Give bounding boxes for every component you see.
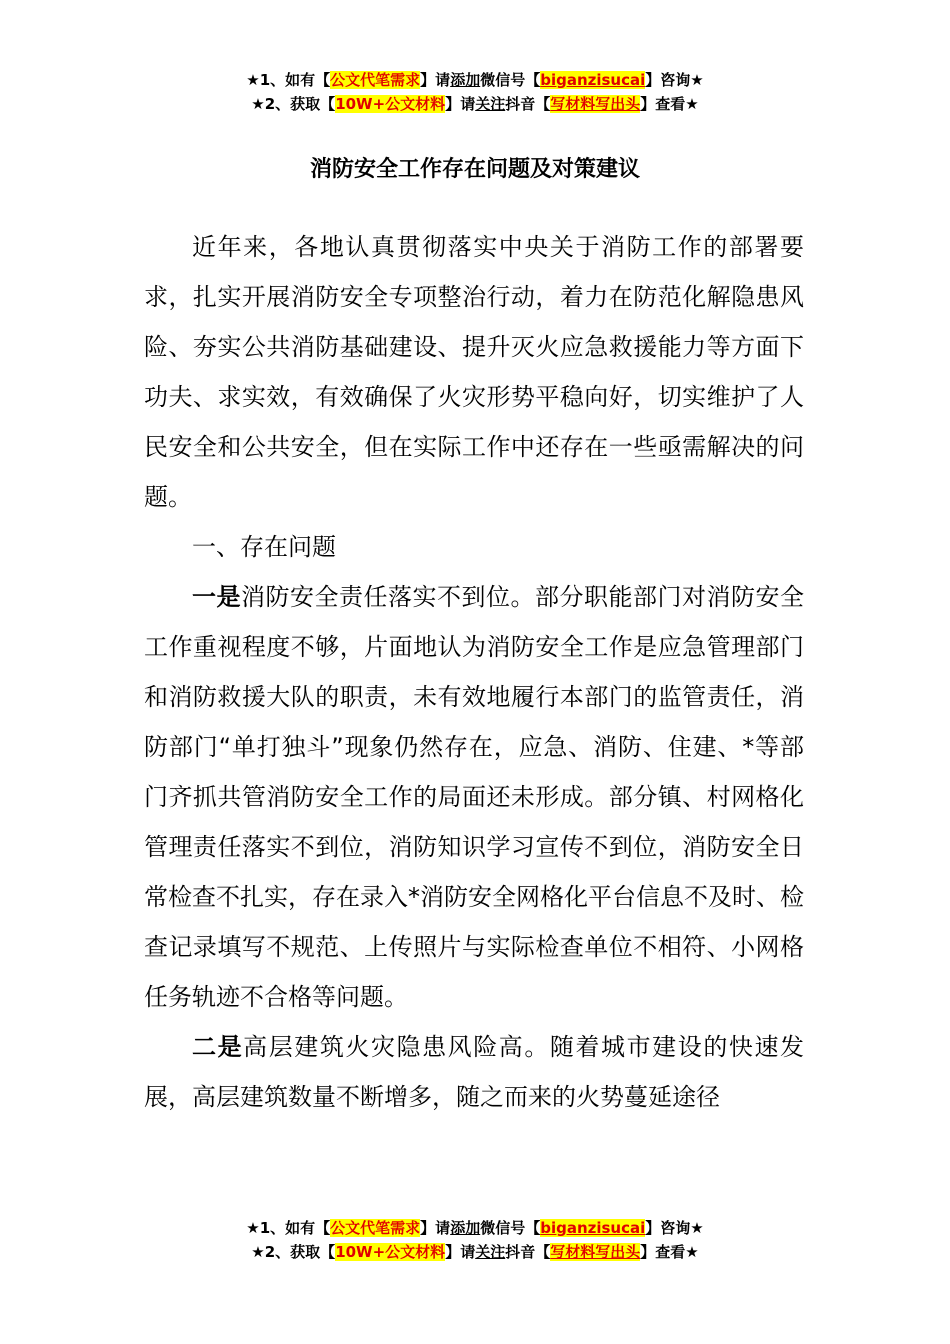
banner-line-2 — [0, 1240, 950, 1264]
banner-text: 抖音【 — [505, 1243, 551, 1261]
banner-text: ★1、如有【 — [246, 1219, 331, 1237]
banner-line-1 — [0, 1216, 950, 1240]
banner-text: 抖音【 — [505, 95, 551, 113]
banner-text: 】请 — [445, 95, 476, 113]
banner-text: 】咨询★ — [645, 71, 704, 89]
banner-text: 】查看★ — [640, 95, 699, 113]
banner-text: ★1、如有【 — [246, 71, 331, 89]
banner-text: ★2、获取【 — [251, 1243, 336, 1261]
banner-text: 微信号【 — [480, 1219, 541, 1237]
highlight-materials: 10W+公文材料 — [335, 1243, 446, 1261]
point-text: 消防安全责任落实不到位。部分职能部门对消防安全工作重视程度不够，片面地认为消防安全工作是应急管理部门和消防救援大队的职责，未有效地履行本部门的监管责任，消防部门“单打独斗”现象仍然存在，应急、消防、住建、*等部门齐抓共管消防安全工作的局面还未形成。部分镇、村网格化管理责任落实不到位，消防知识学习宣传不到位，消防安全日常检查不扎实，存在录入*消防安全网格化平台信息不及时、检查记录填写不规范、上传照片与实际检查单位不相符、小网格任务轨迹不合格等问题。 — [144, 583, 804, 1011]
underlined-text: 添加 — [450, 71, 481, 89]
underlined-text: 关注 — [475, 1243, 506, 1261]
document-title: 消防安全工作存在问题及对策建议 — [309, 157, 640, 182]
banner-text: ★2、获取【 — [251, 95, 336, 113]
footer-banner — [0, 1216, 950, 1264]
banner-text: 】请 — [445, 1243, 476, 1261]
wechat-id-link[interactable]: biganzisucai — [540, 71, 646, 89]
banner-text: 微信号【 — [480, 71, 541, 89]
point-label: 一是 — [192, 583, 241, 611]
section-heading: 一、存在问题 — [192, 533, 336, 561]
point-2-paragraph — [144, 1022, 804, 1122]
banner-text: 】请 — [420, 71, 451, 89]
douyin-account-link[interactable]: 写材料写出头 — [550, 1243, 641, 1261]
banner-line-2 — [0, 92, 950, 116]
underlined-text: 关注 — [475, 95, 506, 113]
highlight-service: 公文代笔需求 — [330, 1219, 421, 1237]
header-banner — [0, 68, 950, 116]
douyin-account-link[interactable]: 写材料写出头 — [550, 95, 641, 113]
highlight-service: 公文代笔需求 — [330, 71, 421, 89]
banner-text: 】请 — [420, 1219, 451, 1237]
document-body — [144, 222, 804, 1122]
underlined-text: 添加 — [450, 1219, 481, 1237]
point-text: 高层建筑火灾隐患风险高。随着城市建设的快速发展，高层建筑数量不断增多，随之而来的火势蔓延途径 — [144, 1033, 805, 1111]
wechat-id-link[interactable]: biganzisucai — [540, 1219, 646, 1237]
banner-text: 】咨询★ — [645, 1219, 704, 1237]
banner-text: 】查看★ — [640, 1243, 699, 1261]
point-1-paragraph — [144, 572, 804, 1022]
point-label: 二是 — [192, 1033, 244, 1061]
highlight-materials: 10W+公文材料 — [335, 95, 446, 113]
intro-paragraph: 近年来，各地认真贯彻落实中央关于消防工作的部署要求，扎实开展消防安全专项整治行动，着力在防范化解隐患风险、夯实公共消防基础建设、提升灭火应急救援能力等方面下功夫、求实效，有效确保了火灾形势平稳向好，切实维护了人民安全和公共安全，但在实际工作中还存在一些亟需解决的问题。 — [144, 233, 804, 511]
banner-line-1 — [0, 68, 950, 92]
